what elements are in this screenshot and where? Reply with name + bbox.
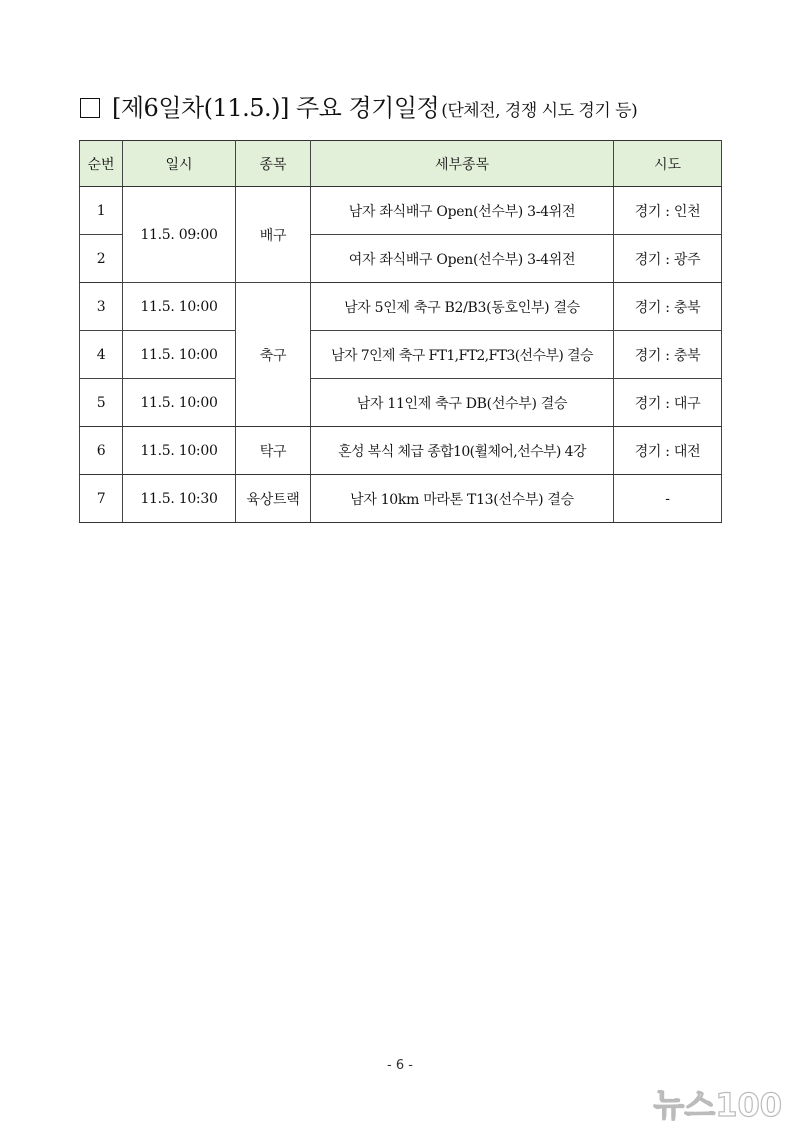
header-no: 순번 xyxy=(80,141,123,187)
cell-event: 여자 좌식배구 Open(선수부) 3-4위전 xyxy=(311,235,614,283)
table-row xyxy=(80,379,722,427)
header-event: 세부종목 xyxy=(311,141,614,187)
cell-time: 11.5. 10:30 xyxy=(123,475,236,523)
cell-sport: 축구 xyxy=(236,283,311,427)
cell-region: 경기 : 충북 xyxy=(614,331,722,379)
header-region: 시도 xyxy=(614,141,722,187)
cell-sport: 배구 xyxy=(236,187,311,283)
header-sport: 종목 xyxy=(236,141,311,187)
cell-event: 남자 5인제 축구 B2/B3(동호인부) 결승 xyxy=(311,283,614,331)
cell-no: 7 xyxy=(80,475,123,523)
watermark-logo: 뉴스100 xyxy=(653,1086,782,1124)
cell-event: 남자 7인제 축구 FT1,FT2,FT3(선수부) 결승 xyxy=(311,331,614,379)
cell-sport: 육상트랙 xyxy=(236,475,311,523)
cell-no: 5 xyxy=(80,379,123,427)
cell-event: 남자 11인제 축구 DB(선수부) 결승 xyxy=(311,379,614,427)
page-heading xyxy=(80,88,740,123)
cell-event: 혼성 복식 체급 종합10(휠체어,선수부) 4강 xyxy=(311,427,614,475)
cell-region: 경기 : 대구 xyxy=(614,379,722,427)
cell-event: 남자 좌식배구 Open(선수부) 3-4위전 xyxy=(311,187,614,235)
cell-no: 2 xyxy=(80,235,123,283)
cell-no: 3 xyxy=(80,283,123,331)
cell-time: 11.5. 10:00 xyxy=(123,379,236,427)
cell-region: 경기 : 인천 xyxy=(614,187,722,235)
cell-no: 6 xyxy=(80,427,123,475)
cell-region: - xyxy=(614,475,722,523)
table-row xyxy=(80,187,722,235)
table-row xyxy=(80,475,722,523)
page-number: - 6 - xyxy=(387,1058,413,1073)
cell-time: 11.5. 10:00 xyxy=(123,427,236,475)
cell-sport: 탁구 xyxy=(236,427,311,475)
table-header-row xyxy=(80,141,722,187)
checkbox-square-icon xyxy=(80,98,100,118)
schedule-table xyxy=(79,140,722,523)
cell-time: 11.5. 10:00 xyxy=(123,331,236,379)
cell-region: 경기 : 충북 xyxy=(614,283,722,331)
cell-no: 4 xyxy=(80,331,123,379)
header-time: 일시 xyxy=(123,141,236,187)
table-row xyxy=(80,427,722,475)
cell-no: 1 xyxy=(80,187,123,235)
table-row xyxy=(80,331,722,379)
heading-title: [제6일차(11.5.)] 주요 경기일정 xyxy=(112,94,440,122)
cell-region: 경기 : 대전 xyxy=(614,427,722,475)
cell-time: 11.5. 09:00 xyxy=(123,187,236,283)
heading-subtitle: (단체전, 경쟁 시도 경기 등) xyxy=(441,101,638,121)
cell-region: 경기 : 광주 xyxy=(614,235,722,283)
cell-event: 남자 10km 마라톤 T13(선수부) 결승 xyxy=(311,475,614,523)
cell-time: 11.5. 10:00 xyxy=(123,283,236,331)
table-row xyxy=(80,283,722,331)
